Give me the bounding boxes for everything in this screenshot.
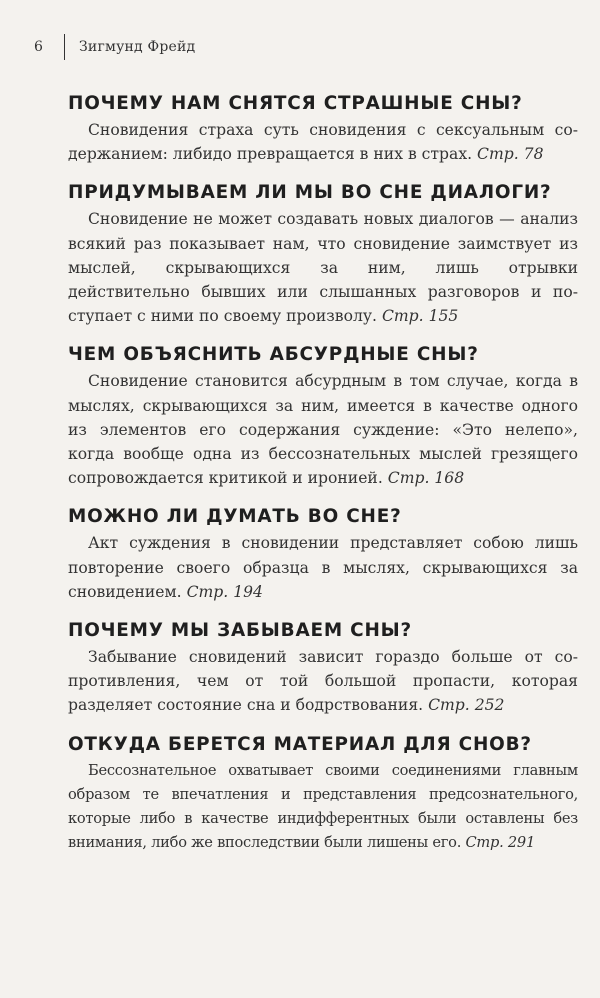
qa-section: [68, 181, 578, 328]
page-reference: Стр. 78: [477, 145, 544, 164]
page-reference: Стр. 155: [381, 307, 459, 326]
body-text: Сновидение становится абсурдным в том случае, когда в мыслях, скрывающихся за ним, имеется в качестве одного из элементов его содержания суждение: «Это нелепо», когда вообще одна из бессознательных мыслей грезящего сопровождается критикой и иронией.: [68, 372, 578, 488]
section-body: [68, 645, 578, 718]
qa-section: [68, 619, 578, 718]
body-text: Забывание сновидений зависит гораздо больше от сопротивления, чем от той большой пропасти, которая разделяет состояние сна и бодрствования.: [68, 648, 578, 715]
qa-sections: [68, 92, 578, 870]
page-reference: Стр. 291: [465, 834, 535, 852]
body-text: Акт суждения в сновидении представляет собою лишь повторение своего образца в мыслях, скрывающихся за сновидением.: [68, 534, 578, 601]
page-reference: Стр. 252: [428, 696, 505, 715]
qa-section: [68, 505, 578, 604]
author-name: Зигмунд Фрейд: [79, 39, 196, 55]
section-body: [68, 118, 578, 166]
body-text: Бессознательное охватывает своими соединениями главным образом те впечатления и представления предсознательного, которые либо в качестве индифферентных были оставлены без внимания, либо же впоследствии были лишены его.: [68, 761, 578, 852]
page-number: 6: [34, 39, 43, 55]
qa-section: [68, 733, 578, 856]
section-body: [68, 759, 578, 856]
header-divider: [64, 34, 65, 60]
qa-section: [68, 343, 578, 490]
section-heading: ОТКУДА БЕРЕТСЯ МАТЕРИАЛ ДЛЯ СНОВ?: [68, 733, 532, 755]
section-heading: ПОЧЕМУ МЫ ЗАБЫВАЕМ СНЫ?: [68, 620, 412, 642]
section-heading: ПРИДУМЫВАЕМ ЛИ МЫ ВО СНЕ ДИАЛОГИ?: [68, 182, 552, 204]
section-body: [68, 207, 578, 328]
body-text: Сновидение не может создавать новых диалогов — анализ всякий раз показывает нам, что сновидение заимствует из мыслей, скрывающихся за ним, лишь отрывки действительно бывших или слышанных разговоров и поступает с ними по своему произволу.: [68, 210, 578, 326]
section-heading: МОЖНО ЛИ ДУМАТЬ ВО СНЕ?: [68, 506, 402, 528]
qa-section: [68, 92, 578, 166]
section-heading: ЧЕМ ОБЪЯСНИТЬ АБСУРДНЫЕ СНЫ?: [68, 344, 479, 366]
page-reference: Стр. 168: [387, 469, 465, 488]
section-heading: ПОЧЕМУ НАМ СНЯТСЯ СТРАШНЫЕ СНЫ?: [68, 93, 523, 114]
running-header: [34, 34, 195, 60]
section-body: [68, 369, 578, 490]
page-reference: Стр. 194: [186, 582, 263, 601]
section-body: [68, 531, 578, 604]
body-text: Сновидения страха суть сновидения с сексуальным содержанием: либидо превращается в них в страх.: [68, 121, 578, 164]
